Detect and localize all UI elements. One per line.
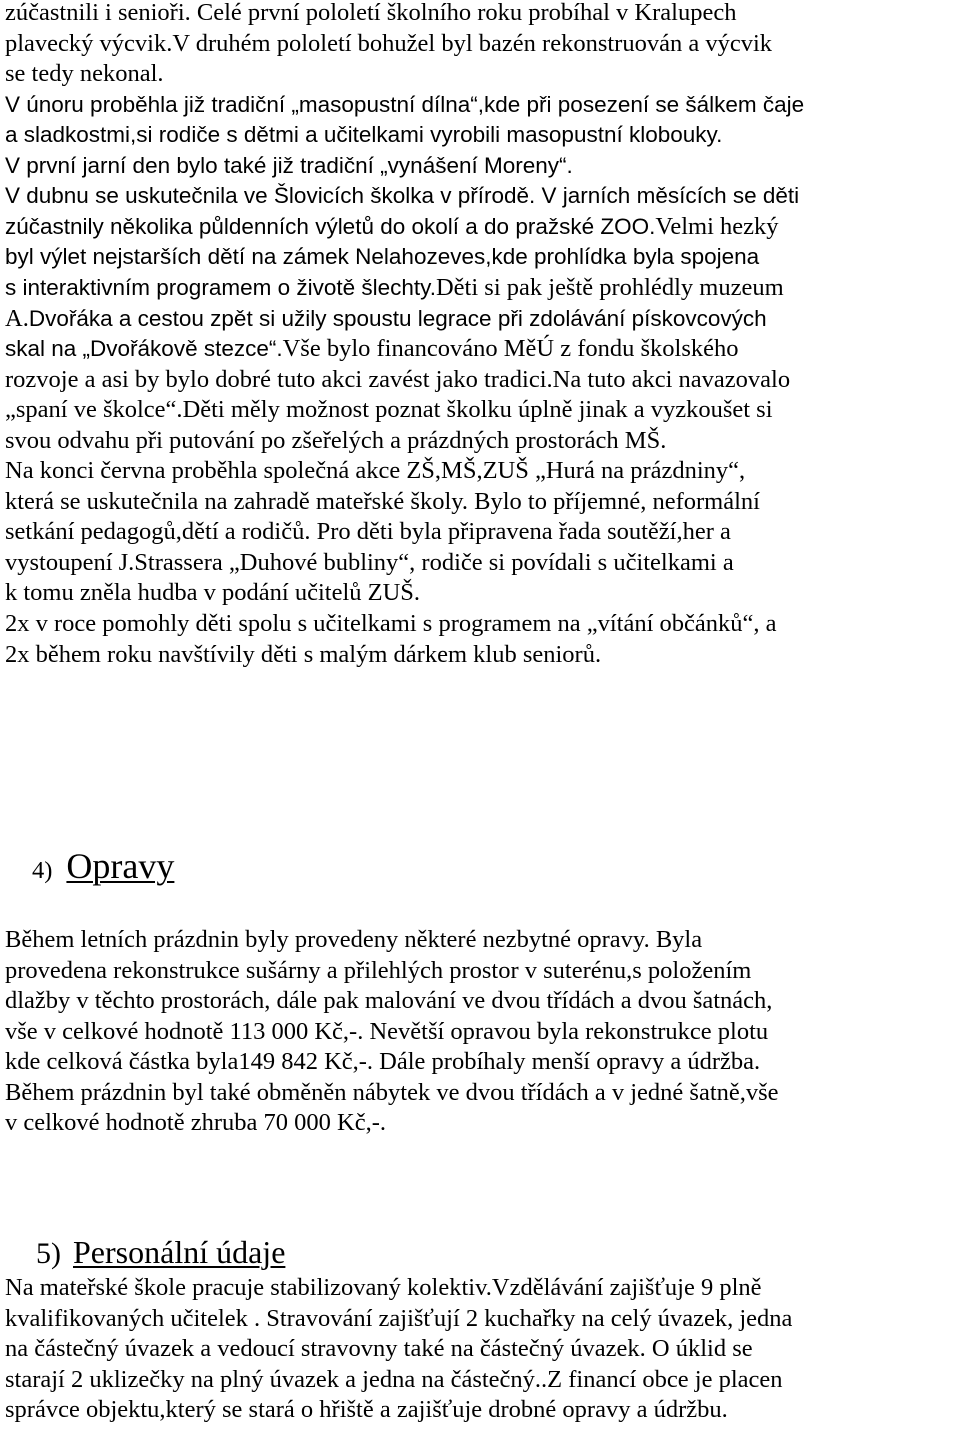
- text-run: Na tuto akci navazovalo: [552, 365, 791, 393]
- text-line: [5, 304, 767, 334]
- text-line: [5, 151, 573, 181]
- text-run: rozvoje a asi by bylo dobré tuto akci zavést jako tradici.: [5, 365, 553, 393]
- text-run: V dubnu se uskutečnila ve Šlovicích školka v přírodě. V jarních měsících se děti: [5, 183, 800, 209]
- text-line: [5, 90, 804, 120]
- text-run: V první jarní den bylo také již tradiční „vynášení Moreny“.: [5, 152, 573, 178]
- text-run: Dvořáka a cestou zpět si užily spoustu legrace při zdolávání pískovcových: [28, 305, 767, 331]
- section-heading-personalni-udaje: [5, 1232, 285, 1279]
- text-line: [5, 609, 777, 639]
- text-run: zúčastnily několika půldenních výletů do okolí a do pražské ZOO.: [5, 213, 656, 239]
- section-number: 5): [36, 1237, 61, 1270]
- text-line: Během prázdnin byl také obměněn nábytek ve dvou třídách a v jedné šatně,vše: [5, 1078, 779, 1106]
- section-number: 4): [32, 857, 53, 884]
- text-run: Děti měly možnost poznat školku úplně jinak a vyzkoušet si: [182, 396, 773, 424]
- section-heading-opravy: [5, 846, 174, 894]
- text-run: k tomu zněla hudba v podání učitelů ZUŠ.: [5, 579, 421, 607]
- text-line: [5, 548, 734, 578]
- text-line: [5, 181, 799, 211]
- text-run: se tedy nekonal.: [5, 60, 164, 88]
- text-run: zúčastnili i senioři. Celé první pololetí školního roku probíhal v Kralupech: [5, 0, 737, 26]
- text-run: vystoupení J.Strassera „Duhové bubliny“, rodiče si povídali s učitelkami a: [5, 548, 734, 576]
- section-title: Opravy: [66, 846, 175, 886]
- text-run: A.: [5, 304, 29, 332]
- text-line: na částečný úvazek a vedoucí stravovny také na částečný úvazek. O úklid se: [5, 1335, 753, 1363]
- text-line: vše v celkové hodnotě 113 000 Kč,-. Nevětší opravou byla rekonstrukce plotu: [5, 1017, 769, 1045]
- text-line: [5, 365, 790, 395]
- text-line: [5, 395, 773, 425]
- text-line: [5, 334, 739, 364]
- text-run: byl výlet nejstarších dětí na zámek Nelahozeves,kde prohlídka byla spojena: [5, 244, 760, 270]
- text-line: kvalifikovaných učitelek . Stravování zajišťují 2 kuchařky na celý úvazek, jedna: [5, 1304, 793, 1332]
- text-run: „spaní ve školce“.: [5, 396, 183, 424]
- text-line: [5, 273, 784, 303]
- text-line: [5, 29, 772, 59]
- text-run: skal na „Dvořákově stezce“.: [5, 336, 283, 362]
- text-line: [5, 456, 745, 486]
- section-title: Personální údaje: [73, 1234, 286, 1270]
- text-line: [5, 120, 722, 150]
- text-run: setkání pedagogů,dětí a rodičů. Pro děti byla připravena řada soutěží,her a: [5, 518, 731, 546]
- text-run: Vše bylo financováno MěÚ z fondu školského: [282, 335, 739, 363]
- text-line: [5, 0, 736, 28]
- text-line: [5, 487, 760, 517]
- text-line: v celkové hodnotě zhruba 70 000 Kč,-.: [5, 1109, 386, 1137]
- text-run: Velmi hezký: [655, 212, 779, 240]
- text-line: [5, 212, 779, 242]
- text-run: s interaktivním programem o životě šlechty.: [5, 274, 436, 300]
- text-run: svou odvahu při putování po zšeřelých a prázdných prostorách MŠ.: [5, 426, 667, 454]
- text-run: a sladkostmi,si rodiče s dětmi a učitelkami vyrobili masopustní klobouky.: [5, 122, 723, 148]
- text-line: provedena rekonstrukce sušárny a přilehlých prostor v suterénu,s položením: [5, 956, 752, 984]
- text-line: [5, 640, 601, 670]
- text-line: Během letních prázdnin byly provedeny některé nezbytné opravy. Byla: [5, 926, 703, 953]
- text-line: kde celková částka byla149 842 Kč,-. Dále probíhaly menší opravy a údržba.: [5, 1048, 761, 1076]
- text-line: Na mateřské škole pracuje stabilizovaný kolektiv.Vzdělávání zajišťuje 9 plně: [5, 1274, 762, 1301]
- text-run: 2x v roce pomohly děti spolu s učitelkami s programem na „vítání občánků“, a: [5, 610, 777, 637]
- text-line: starají 2 uklizečky na plný úvazek a jedna na částečný..Z financí obce je placen: [5, 1365, 783, 1393]
- text-run: 2x během roku navštívily děti s malým dárkem klub seniorů.: [5, 640, 602, 668]
- text-line: [5, 517, 731, 547]
- text-line: [5, 426, 666, 456]
- text-run: V únoru proběhla již tradiční „masopustní dílna“,kde při posezení se šálkem čaje: [5, 91, 805, 117]
- text-run: která se uskutečnila na zahradě mateřské školy. Bylo to příjemné, neformální: [5, 487, 760, 515]
- text-line: [5, 242, 759, 272]
- text-run: plavecký výcvik.V druhém pololetí bohužel byl bazén rekonstruován a výcvik: [5, 29, 773, 57]
- text-line: [5, 59, 164, 89]
- text-line: správce objektu,který se stará o hřiště a zajišťuje drobné opravy a údržbu.: [5, 1396, 728, 1424]
- text-line: [5, 578, 420, 608]
- text-run: Děti si pak ještě prohlédly muzeum: [435, 273, 784, 301]
- text-run: Na konci června proběhla společná akce ZŠ,MŠ,ZUŠ „Hurá na prázdniny“,: [5, 457, 746, 485]
- text-line: dlažby v těchto prostorách, dále pak malování ve dvou třídách a dvou šatnách,: [5, 987, 773, 1015]
